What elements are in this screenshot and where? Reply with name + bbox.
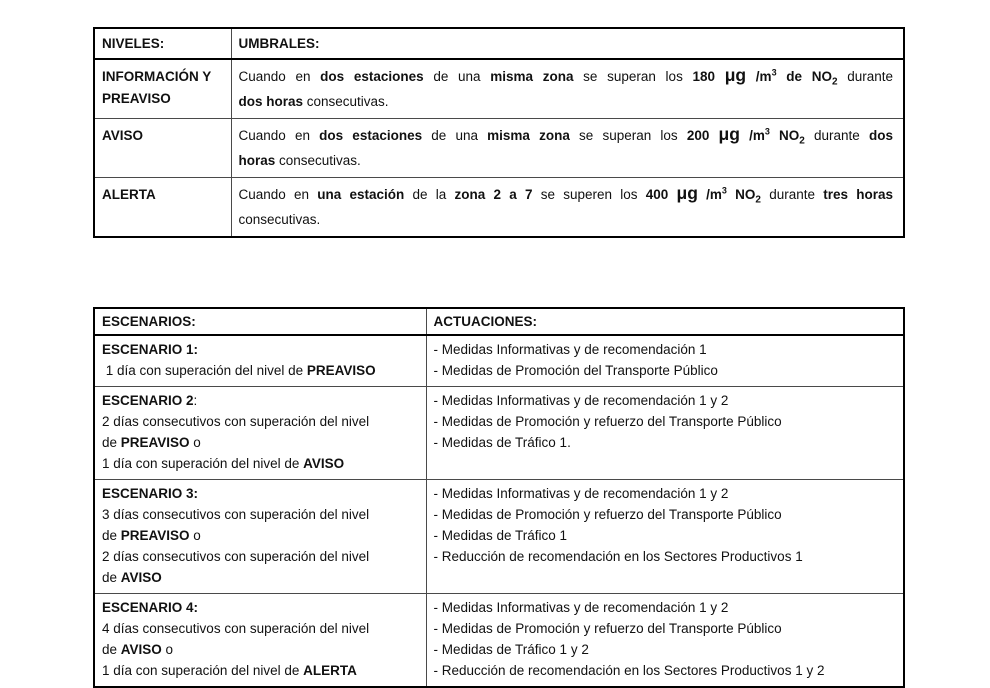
text-segment: de una — [423, 69, 491, 84]
condition-line — [102, 411, 418, 432]
text-segment: consecutivas. — [275, 153, 361, 168]
text-segment: dos estaciones — [319, 128, 423, 143]
action-item: - Reducción de recomendación en los Sectores Productivos 1 y 2 — [433, 663, 825, 678]
text-segment: 3 — [764, 126, 770, 137]
text-segment: se superen los — [532, 187, 646, 202]
condition-line — [102, 567, 418, 588]
niveles-umbrales-table — [93, 27, 905, 238]
umbral-text-line — [239, 207, 894, 232]
actuaciones-cell — [426, 387, 904, 480]
text-segment: PREAVISO — [120, 435, 190, 450]
condition-line — [102, 453, 418, 474]
text-segment: durante — [804, 128, 869, 143]
actuaciones-column-header: ACTUACIONES: — [426, 308, 904, 335]
escenario-title — [102, 390, 418, 411]
condition-line — [102, 618, 418, 639]
text-segment: tres horas — [823, 187, 894, 202]
text-segment: 1 día con superación del nivel de — [102, 363, 307, 378]
action-item: - Medidas Informativas y de recomendación 1 y 2 — [433, 600, 729, 615]
text-segment: 200 — [686, 128, 719, 143]
escenario-cell — [94, 594, 426, 688]
umbral-text-line — [239, 181, 894, 207]
umbral-text-line — [239, 63, 894, 89]
text-segment: de — [102, 435, 121, 450]
actuaciones-cell — [426, 480, 904, 594]
condition-line — [102, 432, 418, 453]
text-segment: 1 día con superación del nivel de — [102, 663, 304, 678]
text-segment: se superan los — [573, 69, 693, 84]
condition-line — [102, 360, 418, 381]
text-segment: NO — [769, 128, 800, 143]
text-segment: 3 — [721, 185, 727, 196]
text-segment: 3 días consecutivos con superación del nivel — [102, 507, 370, 522]
escenario-title — [102, 483, 418, 504]
umbral-cell — [231, 59, 904, 119]
text-segment: horas — [238, 153, 276, 168]
escenarios-actuaciones-table — [93, 307, 905, 688]
text-segment: μg — [718, 124, 740, 144]
text-segment: de — [102, 642, 121, 657]
text-segment: 1 día con superación del nivel de — [102, 456, 304, 471]
text-segment: AVISO — [303, 456, 345, 471]
action-item: - Medidas Informativas y de recomendación 1 y 2 — [433, 486, 729, 501]
text-segment: /m — [697, 187, 722, 202]
nivel-cell: INFORMACIÓN Y PREAVISO — [94, 59, 231, 119]
niveles-column-header: NIVELES: — [94, 28, 231, 59]
text-segment: misma zona — [487, 128, 570, 143]
umbral-text-line — [239, 148, 894, 173]
action-item: - Medidas de Tráfico 1. — [433, 435, 571, 450]
text-segment: /m — [739, 128, 765, 143]
text-segment: /m — [746, 69, 772, 84]
escenario-title — [102, 339, 418, 360]
escenarios-column-header: ESCENARIOS: — [94, 308, 426, 335]
action-item: - Medidas de Promoción del Transporte Público — [433, 363, 718, 378]
text-segment: ESCENARIO 2 — [102, 393, 194, 408]
action-item: - Medidas Informativas y de recomendación 1 y 2 — [433, 393, 729, 408]
text-segment: durante — [837, 69, 893, 84]
text-segment: 3 — [771, 67, 777, 78]
escenario-row — [94, 480, 904, 594]
umbral-cell — [231, 178, 904, 238]
umbral-text-line — [239, 122, 894, 148]
actuaciones-cell — [426, 594, 904, 688]
condition-line — [102, 546, 418, 567]
text-segment: de la — [404, 187, 455, 202]
condition-line — [102, 504, 418, 525]
niveles-header-row — [94, 28, 904, 59]
action-item: - Medidas de Promoción y refuerzo del Transporte Público — [433, 414, 782, 429]
action-item: - Medidas de Tráfico 1 y 2 — [433, 642, 589, 657]
niveles-table-body — [94, 59, 904, 237]
nivel-row — [94, 119, 904, 178]
escenarios-table-body — [94, 335, 904, 687]
text-segment: ESCENARIO 3: — [102, 486, 199, 501]
text-segment: ESCENARIO 4: — [102, 600, 199, 615]
escenarios-header-row — [94, 308, 904, 335]
text-segment: μg — [724, 65, 747, 85]
text-segment: 4 días consecutivos con superación del nivel — [102, 621, 370, 636]
escenario-row — [94, 594, 904, 688]
action-item: - Medidas de Tráfico 1 — [433, 528, 568, 543]
text-segment: 2 — [799, 135, 805, 147]
text-segment: 2 días consecutivos con superación del nivel — [102, 414, 370, 429]
text-segment: 400 — [645, 187, 677, 202]
nivel-row — [94, 178, 904, 238]
text-segment: μg — [676, 183, 698, 203]
action-item: - Medidas de Promoción y refuerzo del Transporte Público — [433, 621, 782, 636]
text-segment: durante — [760, 187, 824, 202]
text-segment: 180 — [692, 69, 725, 84]
text-segment: o — [189, 528, 201, 543]
text-segment: Cuando en — [238, 69, 321, 84]
text-segment: ALERTA — [303, 663, 357, 678]
text-segment: de NO — [776, 69, 832, 84]
text-segment: dos — [868, 128, 893, 143]
text-segment: PREAVISO — [306, 363, 376, 378]
text-segment: consecutivas. — [238, 212, 321, 227]
escenario-row — [94, 335, 904, 387]
text-segment: AVISO — [120, 570, 162, 585]
text-segment: 2 — [831, 76, 838, 88]
escenario-cell — [94, 387, 426, 480]
text-segment: ESCENARIO 1: — [102, 342, 199, 357]
umbral-cell — [231, 119, 904, 178]
text-segment: 2 — [755, 194, 761, 206]
text-segment: de — [102, 528, 121, 543]
text-segment: PREAVISO — [120, 528, 190, 543]
nivel-cell: ALERTA — [94, 178, 231, 238]
text-segment: 2 días consecutivos con superación del nivel — [102, 549, 370, 564]
condition-line — [102, 525, 418, 546]
escenario-cell — [94, 480, 426, 594]
text-segment: de — [102, 570, 121, 585]
condition-line — [102, 639, 418, 660]
text-segment: AVISO — [120, 642, 162, 657]
text-segment: de una — [422, 128, 488, 143]
nivel-row — [94, 59, 904, 119]
escenario-cell — [94, 335, 426, 387]
text-segment: dos horas — [238, 94, 304, 109]
umbrales-column-header: UMBRALES: — [231, 28, 904, 59]
escenario-title — [102, 597, 418, 618]
text-segment: Cuando en — [238, 187, 318, 202]
escenario-row — [94, 387, 904, 480]
action-item: - Medidas Informativas y de recomendación 1 — [433, 342, 707, 357]
text-segment: misma zona — [490, 69, 574, 84]
action-item: - Medidas de Promoción y refuerzo del Transporte Público — [433, 507, 782, 522]
text-segment: o — [161, 642, 174, 657]
text-segment: una estación — [317, 187, 405, 202]
text-segment: Cuando en — [238, 128, 320, 143]
text-segment: o — [189, 435, 201, 450]
umbral-text-line — [239, 89, 894, 114]
text-segment: se superan los — [569, 128, 687, 143]
text-segment: : — [193, 393, 198, 408]
text-segment: dos estaciones — [320, 69, 424, 84]
text-segment: zona 2 a 7 — [454, 187, 533, 202]
nivel-cell: AVISO — [94, 119, 231, 178]
condition-line — [102, 660, 418, 681]
actuaciones-cell — [426, 335, 904, 387]
text-segment: NO — [726, 187, 756, 202]
text-segment: consecutivas. — [303, 94, 389, 109]
action-item: - Reducción de recomendación en los Sectores Productivos 1 — [433, 549, 803, 564]
